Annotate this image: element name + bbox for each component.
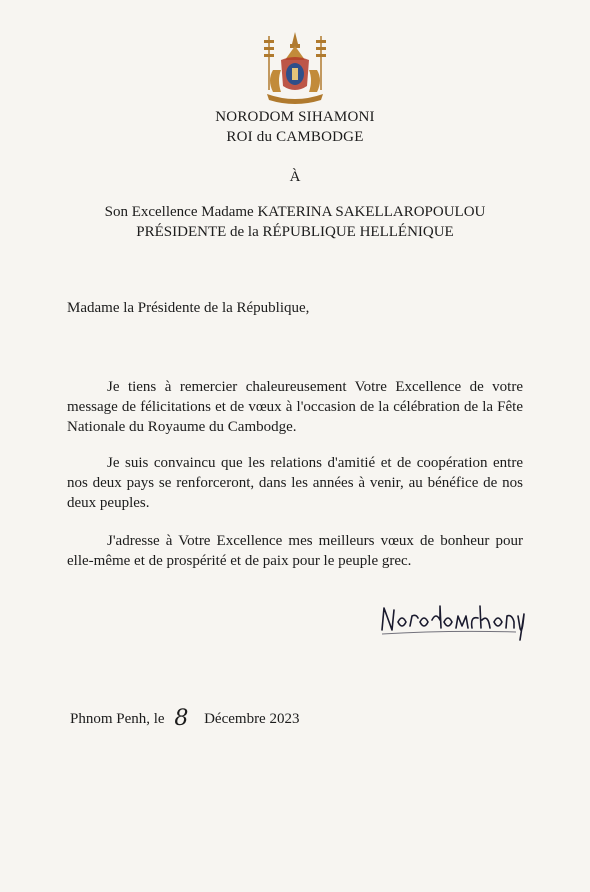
sender-title: ROI du CAMBODGE [226,129,364,145]
recipient-name: Son Excellence Madame KATERINA SAKELLAROPOULOU [104,204,486,220]
body-paragraph-1: Je tiens à remercier chaleureusement Votre Excellence de votre message de félicitations et de vœux à l'occasion de la célébration de la Fête Nationale du Royaume du Cambodge. [67,379,523,435]
addressed-to: À [289,169,301,185]
date-line [70,704,299,729]
signature-icon [378,600,528,642]
salutation: Madame la Présidente de la République, [67,300,310,316]
date-day: 8 [174,706,189,731]
body-paragraph-3: J'adresse à Votre Excellence mes meilleurs vœux de bonheur pour elle-même et de prospérité et de paix pour le peuple grec. [67,533,523,569]
royal-emblem-icon [255,30,335,106]
sender-name: NORODOM SIHAMONI [215,109,375,125]
date-prefix: Phnom Penh, le [70,711,165,727]
date-month-year: Décembre 2023 [204,711,300,727]
body-paragraph-2: Je suis convaincu que les relations d'amitié et de coopération entre nos deux pays se renforceront, dans les années à venir, au bénéfice de nos deux peuples. [67,455,523,511]
recipient-title: PRÉSIDENTE de la RÉPUBLIQUE HELLÉNIQUE [136,224,454,240]
